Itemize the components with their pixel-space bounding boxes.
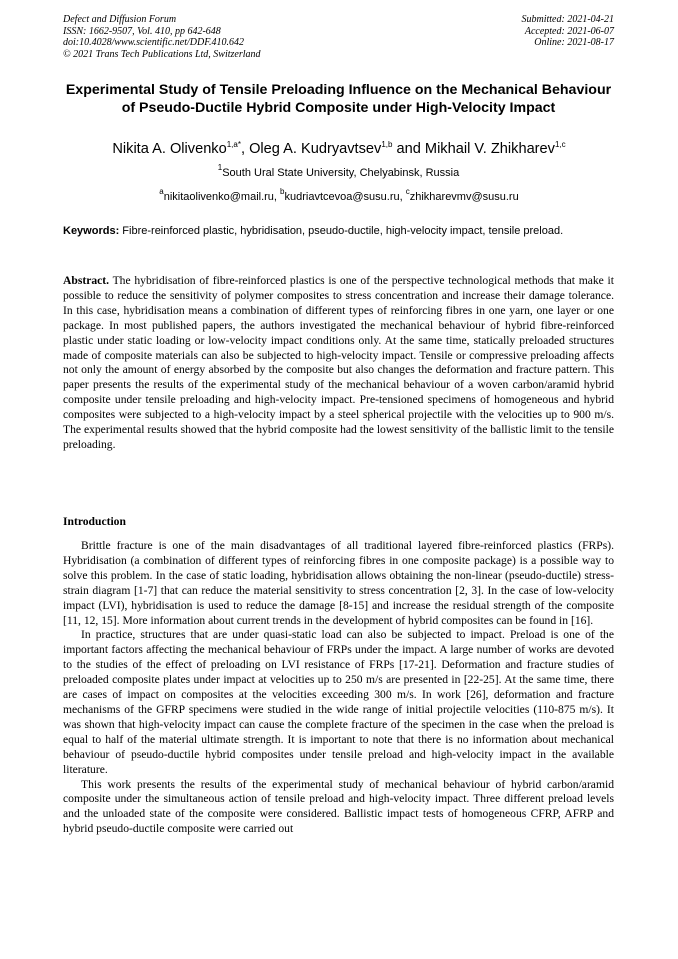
paragraph: This work presents the results of the experimental study of mechanical behaviour of hybrid carbon/aramid composite under the simultaneous action of tensile preload and high-velocity impact. Three different preload levels and the unloaded state of the composite were considered. Ballistic impact tests of homogeneous CFRP, AFRP and hybrid pseudo-ductile composite were carried out [63,777,614,836]
email-b[interactable]: kudriavtcevoa@susu.ru, [284,191,406,203]
dates-header [522,14,615,49]
journal-header [63,14,261,60]
author-1: Nikita A. Olivenko [112,141,227,157]
affiliation-number: 1 [217,163,223,172]
email-a-marker: a [159,187,164,196]
email-b-marker: b [280,187,285,196]
author-2: Oleg A. Kudryavtsev [249,141,382,157]
paragraph: In practice, structures that are under quasi-static load can also be subjected to impact. Preload is one of the important factors affecting the mechanical behaviour of FRPs under the impact. A large number of works are devoted to the studies of the effect of preloading on LVI resistance of FRPs [17-21]. Deformation and fracture studies of preloaded composite plates under impact at velocities up to 250 m/s are presented in [22-25]. At the same time, there are cases of impact on composites at the velocities exceeding 300 m/s. In work [26], deformation and fracture mechanisms of the GFRP specimens were studied in the wide range of initial projectile velocities (110-875 m/s). It was shown that high-velocity impact can cause the complete fracture of the specimen in the case when the preload is equal to half of the material ultimate strength. It is important to note that there is no information about mechanical behaviour of pseudo-ductile hybrid composites under tensile preload and high-velocity impact in the available literature. [63,628,614,776]
keywords [63,225,614,239]
author-2-affil: 1,b [381,140,393,149]
issn-line: ISSN: 1662-9507, Vol. 410, pp 642-648 [63,25,221,37]
section-heading-introduction: Introduction [63,515,126,528]
author-separator: , [240,141,250,157]
affiliation [63,163,614,180]
keywords-text: Fibre-reinforced plastic, hybridisation, pseudo-ductile, high-velocity impact, tensile preload. [119,225,564,237]
abstract-label: Abstract. [63,274,110,287]
email-list [40,187,638,204]
submitted-date: Submitted: 2021-04-21 [521,14,614,25]
abstract [63,274,614,453]
affiliation-text: South Ural State University, Chelyabinsk, Russia [222,167,460,179]
email-c-marker: c [405,187,410,196]
author-1-affil: 1,a* [226,140,241,149]
author-list [40,140,638,158]
email-a[interactable]: nikitaolivenko@mail.ru, [163,191,281,203]
paragraph: Brittle fracture is one of the main disadvantages of all traditional layered fibre-reinforced plastics (FRPs). Hybridisation (a combination of different types of reinforcing fibres in one composite package) is a possible way to solve this problem. In the case of static loading, hybridisation allows obtaining the non-linear (pseudo-ductile) stress-strain diagram [1-7] that can reduce the material sensitivity to stress concentration [2, 3]. In the case of low-velocity impact (LVI), hybridisation is used to reduce the damage [8-15] and increase the residual strength of the composite [11, 12, 15]. More information about current trends in the development of hybrid composites can be found in [16]. [63,539,614,627]
introduction-body [63,539,614,837]
email-c[interactable]: zhikharevmv@susu.ru [409,191,519,203]
keywords-label: Keywords: [63,225,120,237]
abstract-text: The hybridisation of fibre-reinforced plastics is one of the perspective technological methods that make it possible to reduce the sensitivity of polymer composites to stress concentration and increase their damage tolerance. In this case, hybridisation means a combination of different types of reinforcing fibres in one yarn, one layer or one package. In most published papers, the authors investigated the mechanical behaviour of hybrid fibre-reinforced plastic under static loading or low-velocity impact conditions only. At the same time, statically preloaded structures made of composite materials can also be subjected to high-velocity impact. Tensile or compressive preloading affects not only the amount of energy absorbed by the composite but also changes the deformation and fracture pattern. This paper presents the results of the experimental study of the mechanical behaviour of a woven carbon/aramid hybrid composite under tensile preloading and high-velocity impact. Pre-tensioned specimens of homogeneous and hybrid composites were subjected to a high-velocity impact by a steel spherical projectile with the velocities up to 900 m/s. The experimental results showed that the hybrid composite had the lowest sensitivity of the ballistic limit to the tensile preloading. [63,274,614,451]
doi-line: doi:10.4028/www.scientific.net/DDF.410.642 [63,37,245,48]
journal-name: Defect and Diffusion Forum [63,14,177,25]
paper-title: Experimental Study of Tensile Preloading Influence on the Mechanical Behaviour of Pseudo-Ductile Hybrid Composite under High-Velocity Impact [65,82,612,116]
author-3-affil: 1,c [554,140,566,149]
copyright-line: © 2021 Trans Tech Publications Ltd, Switzerland [63,48,261,60]
online-date: Online: 2021-08-17 [534,37,614,48]
accepted-date: Accepted: 2021-06-07 [524,25,614,37]
author-separator: and [392,141,425,157]
author-3: Mikhail V. Zhikharev [424,141,555,157]
